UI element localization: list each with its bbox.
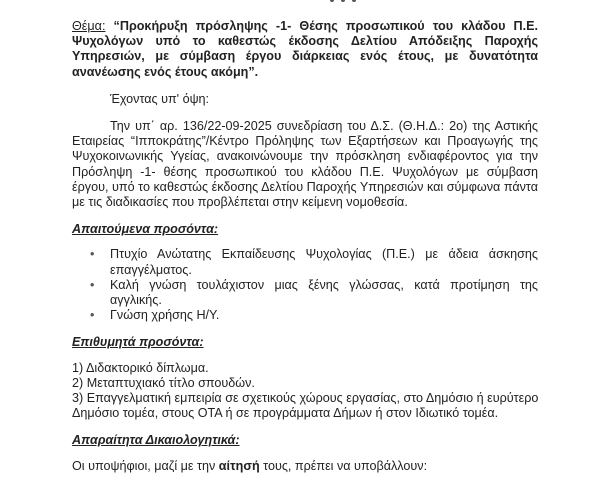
required-documents-heading: Απαραίτητα Δικαιολογητικά:	[72, 433, 240, 448]
subject-text: “Προκήρυξη πρόσληψης -1- Θέσης προσωπικού του κλάδου Π.Ε. Ψυχολόγων υπό το καθεστώς έκδοσης Δελτίου Απόδειξης Παροχής Υπηρεσιών, με σύμβαση έργου διάρκειας ενός έτους, με δυνατότητα ανανέωσης ενός έτους ακόμη”.	[72, 19, 538, 79]
list-item: • Γνώση χρήσης Η/Υ.	[72, 308, 538, 323]
list-item: • Πτυχίο Ανώτατης Εκπαίδευσης Ψυχολογίας (Π.Ε.) με άδεια άσκησης επαγγέλματος.	[72, 247, 538, 277]
subject-block	[72, 19, 538, 80]
required-qualifications-heading: Απαιτούμενα προσόντα:	[72, 222, 219, 237]
intro-bold-text: αίτησή	[218, 458, 260, 473]
list-item: 3) Επαγγελματική εμπειρία σε σχετικούς χώρους εργασίας, στο Δημόσιο ή ευρύτερο Δημόσιο τομέα, στους ΟΤΑ ή σε προγράμματα Δήμων ή στον Ιδιωτικό τομέα.	[72, 391, 539, 421]
documents-intro	[72, 459, 538, 474]
list-item: 2) Μεταπτυχιακό τίτλο σπουδών.	[72, 375, 255, 390]
desired-qualifications-heading: Επιθυμητά προσόντα:	[72, 335, 204, 350]
main-paragraph: Την υπ΄ αρ. 136/22-09-2025 συνεδρίαση του Δ.Σ. (Θ.Η.Δ.: 2ο) της Αστικής Εταιρείας “Ιπποκράτης”/Κέντρο Πρόληψης των Εξαρτήσεων και Προαγωγής της Ψυχοκοινωνικής Υγείας, ανακοινώνουμε την πρόσκληση ενδιαφέροντος για την Πρόσληψη -1- θέσης προσωπικού του κλάδου Π.Ε. Ψυχολόγων με σύμβαση έργου, υπό το καθεστώς έκδοσης Δελτίου Παροχής Υπηρεσιών και σύμφωνα πάντα με τις διαδικασίες που προβλέπεται στην κείμενη νομοθεσία.	[72, 119, 538, 210]
intro-text: Οι υποψήφιοι, μαζί με την	[72, 458, 219, 473]
desired-qualifications-list	[72, 361, 542, 422]
intro-text-end: τους, πρέπει να υποβάλλουν:	[259, 458, 428, 473]
list-item: 1) Διδακτορικό δίπλωμα.	[72, 360, 209, 375]
required-qualifications-list	[72, 247, 538, 323]
cropped-text-fragment	[330, 0, 390, 2]
considering-line: Έχοντας υπ' όψη:	[110, 91, 210, 106]
list-item: • Καλή γνώση τουλάχιστον μιας ξένης γλώσσας, κατά προτίμηση της αγγλικής.	[72, 278, 538, 308]
subject-label: Θέμα:	[72, 19, 106, 33]
